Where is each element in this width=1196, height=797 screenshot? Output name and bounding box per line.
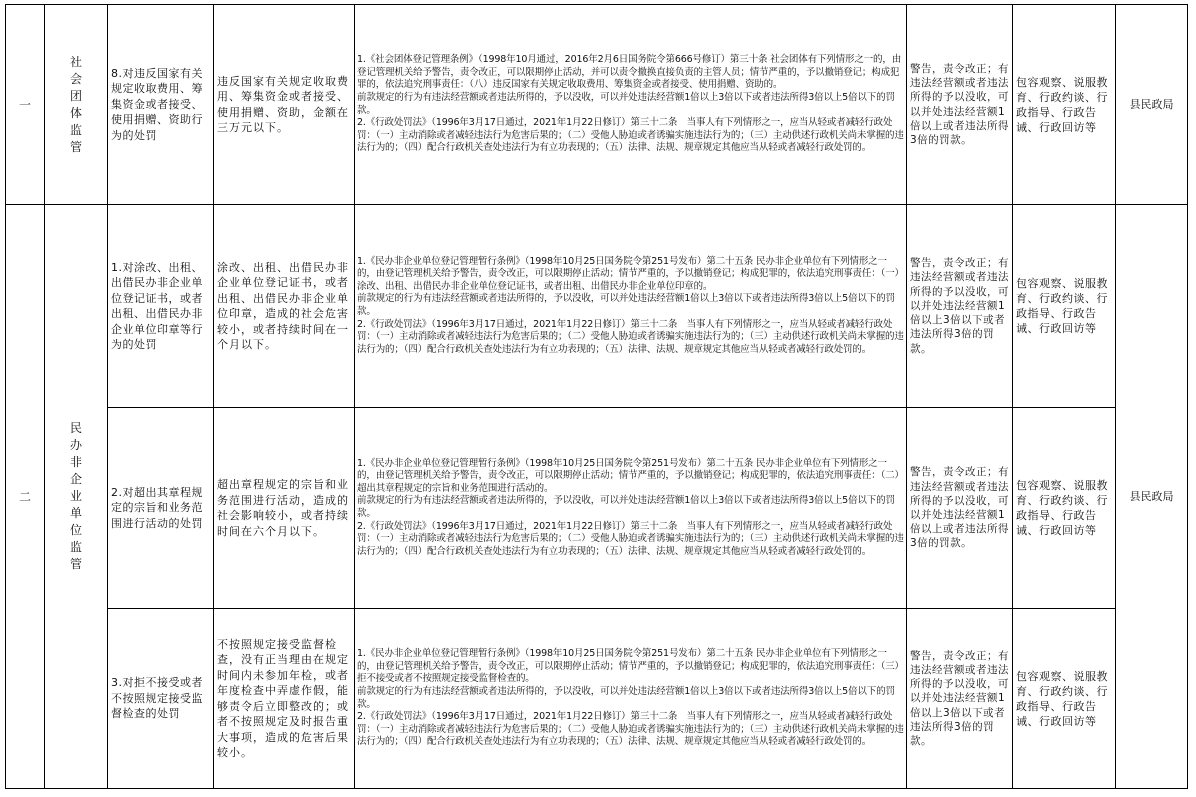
measures-cell: 包容观察、说服教育、行政约谈、行政指导、行政告诫、行政回访等 xyxy=(1013,205,1116,408)
violation-item-cell: 1.对涂改、出租、出借民办非企业单位登记证书，或者出租、出借民办非企业单位印章等行为的处罚 xyxy=(108,205,214,408)
category-label: 社会团体监管 xyxy=(69,54,82,154)
circumstance-cell: 涂改、出租、出借民办非企业单位登记证书，或者出租、出借民办非企业单位印章，造成的社会危害较小，或者持续时间在一个月以下。 xyxy=(214,205,355,408)
measures-cell: 包容观察、说服教育、行政约谈、行政指导、行政告诫、行政回访等 xyxy=(1013,5,1116,205)
legal-basis-text: 1.《民办非企业单位登记管理暂行条例》（1998年10月25日国务院令第251号发布）第二十五条 民办非企业单位有下列情形之一的，由登记管理机关给予警告，责令改正，可以限期停止活动；情节严重的，予以撤销登记；构成犯罪的，依法追究刑事责任：（三）拒不接受或者不按照规定接受监督检查的。 前款规定的行为有违法经营额或者违法所得的，予以没收，可以并处违法经营额1倍以上3倍以下或者违法所得3倍以上5倍以下的罚款。 2.《行政处罚法》（1996年3月17日通过，2021年1月22日修订）第三十二条 当事人有下列情形之一，应当从轻或者减轻行政处罚：（一）主动消除或者减轻违法行为危害后果的；（二）受他人胁迫或者诱骗实施违法行为的；（三）主动供述行政机关尚未掌握的违法行为的；（四）配合行政机关查处违法行为有立功表现的；（五）法律、法规、规章规定其他应当从轻或者减轻行政处罚的。 xyxy=(357,648,904,748)
department-cell: 县民政局 xyxy=(1116,5,1188,205)
circumstance-cell: 超出章程规定的宗旨和业务范围进行活动，造成的社会影响较小，或者持续时间在六个月以下。 xyxy=(214,408,355,609)
penalty-cell: 警告，责令改正；有违法经营额或者违法所得的予以没收，可以并处违法经营额1倍以上或者违法所得3倍的罚款。 xyxy=(907,408,1013,609)
row-number: 二 xyxy=(6,205,45,789)
category-label: 民办非企业单位监管 xyxy=(69,421,82,571)
table-row xyxy=(6,408,1188,609)
legal-basis-text: 1.《社会团体登记管理条例》（1998年10月通过，2016年2月6日国务院令第666号修订）第三十条 社会团体有下列情形之一的，由登记管理机关给予警告，责令改正，可以限期停止活动，并可以责令撤换直接负责的主管人员；情节严重的，予以撤销登记；构成犯罪的，依法追究刑事责任：（八）违反国家有关规定收取费用、筹集资金或者接受、使用捐赠、资助的。 前款规定的行为有违法经营额或者违法所得的，予以没收，可以并处违法经营额1倍以上3倍以下或者违法所得3倍以上5倍以下的罚款。 2.《行政处罚法》（1996年3月17日通过，2021年1月22日修订）第三十二条 当事人有下列情形之一，应当从轻或者减轻行政处罚：（一）主动消除或者减轻违法行为危害后果的；（二）受他人胁迫或者诱骗实施违法行为的；（三）主动供述行政机关尚未掌握的违法行为的；（四）配合行政机关查处违法行为有立功表现的；（五）法律、法规、规章规定其他应当从轻或者减轻行政处罚的。 xyxy=(357,54,904,154)
legal-basis-cell xyxy=(355,609,907,789)
measures-cell: 包容观察、说服教育、行政约谈、行政指导、行政告诫、行政回访等 xyxy=(1013,609,1116,789)
row-number: 一 xyxy=(6,5,45,205)
penalty-cell: 警告，责令改正；有违法经营额或者违法所得的予以没收，可以并处违法经营额1倍以上3倍以下或者违法所得3倍的罚款。 xyxy=(907,205,1013,408)
circumstance-cell: 不按照规定接受监督检查，没有正当理由在规定时间内未参加年检，或者年度检查中弄虚作假，能够责令后立即整改的；或者不按照规定及时报告重大事项，造成的危害后果较小。 xyxy=(214,609,355,789)
legal-basis-cell xyxy=(355,5,907,205)
table-row xyxy=(6,5,1188,205)
table-row xyxy=(6,205,1188,408)
legal-basis-text: 1.《民办非企业单位登记管理暂行条例》（1998年10月25日国务院令第251号发布）第二十五条 民办非企业单位有下列情形之一的，由登记管理机关给予警告，责令改正，可以限期停止活动；情节严重的，予以撤销登记；构成犯罪的，依法追究刑事责任：（二）超出其章程规定的宗旨和业务范围进行活动的。 前款规定的行为有违法经营额或者违法所得的，予以没收，可以并处违法经营额1倍以上3倍以下或者违法所得3倍以上5倍以下的罚款。 2.《行政处罚法》（1996年3月17日通过，2021年1月22日修订）第三十二条 当事人有下列情形之一，应当从轻或者减轻行政处罚：（一）主动消除或者减轻违法行为危害后果的；（二）受他人胁迫或者诱骗实施违法行为的；（三）主动供述行政机关尚未掌握的违法行为的；（四）配合行政机关查处违法行为有立功表现的；（五）法律、法规、规章规定其他应当从轻或者减轻行政处罚的。 xyxy=(357,457,904,557)
legal-basis-cell xyxy=(355,408,907,609)
penalty-cell: 警告，责令改正；有违法经营额或者违法所得的予以没收，可以并处违法经营额1倍以上或者违法所得3倍的罚款。 xyxy=(907,5,1013,205)
circumstance-cell: 违反国家有关规定收取费用、筹集资金或者接受、使用捐赠、资助，金额在三万元以下。 xyxy=(214,5,355,205)
table-row xyxy=(6,609,1188,789)
penalty-list-table xyxy=(5,4,1188,789)
measures-cell: 包容观察、说服教育、行政约谈、行政指导、行政告诫、行政回访等 xyxy=(1013,408,1116,609)
category-cell xyxy=(45,5,108,205)
legal-basis-cell xyxy=(355,205,907,408)
department-cell: 县民政局 xyxy=(1116,205,1188,789)
violation-item-cell: 3.对拒不接受或者不按照规定接受监督检查的处罚 xyxy=(108,609,214,789)
legal-basis-text: 1.《民办非企业单位登记管理暂行条例》（1998年10月25日国务院令第251号发布）第二十五条 民办非企业单位有下列情形之一的，由登记管理机关给予警告，责令改正，可以限期停止活动；情节严重的，予以撤销登记；构成犯罪的，依法追究刑事责任：（一）涂改、出租、出借民办非企业单位登记证书，或者出租、出借民办非企业单位印章的。 前款规定的行为有违法经营额或者违法所得的，予以没收，可以并处违法经营额1倍以上3倍以下或者违法所得3倍以上5倍以下的罚款。 2.《行政处罚法》（1996年3月17日通过，2021年1月22日修订）第三十二条 当事人有下列情形之一，应当从轻或者减轻行政处罚：（一）主动消除或者减轻违法行为危害后果的；（二）受他人胁迫或者诱骗实施违法行为的；（三）主动供述行政机关尚未掌握的违法行为的；（四）配合行政机关查处违法行为有立功表现的；（五）法律、法规、规章规定其他应当从轻或者减轻行政处罚的。 xyxy=(357,255,904,355)
category-cell xyxy=(45,205,108,789)
penalty-cell: 警告，责令改正；有违法经营额或者违法所得的予以没收，可以并处违法经营额1倍以上3倍以下或者违法所得3倍的罚款。 xyxy=(907,609,1013,789)
violation-item-cell: 2.对超出其章程规定的宗旨和业务范围进行活动的处罚 xyxy=(108,408,214,609)
violation-item-cell: 8.对违反国家有关规定收取费用、筹集资金或者接受、使用捐赠、资助行为的处罚 xyxy=(108,5,214,205)
